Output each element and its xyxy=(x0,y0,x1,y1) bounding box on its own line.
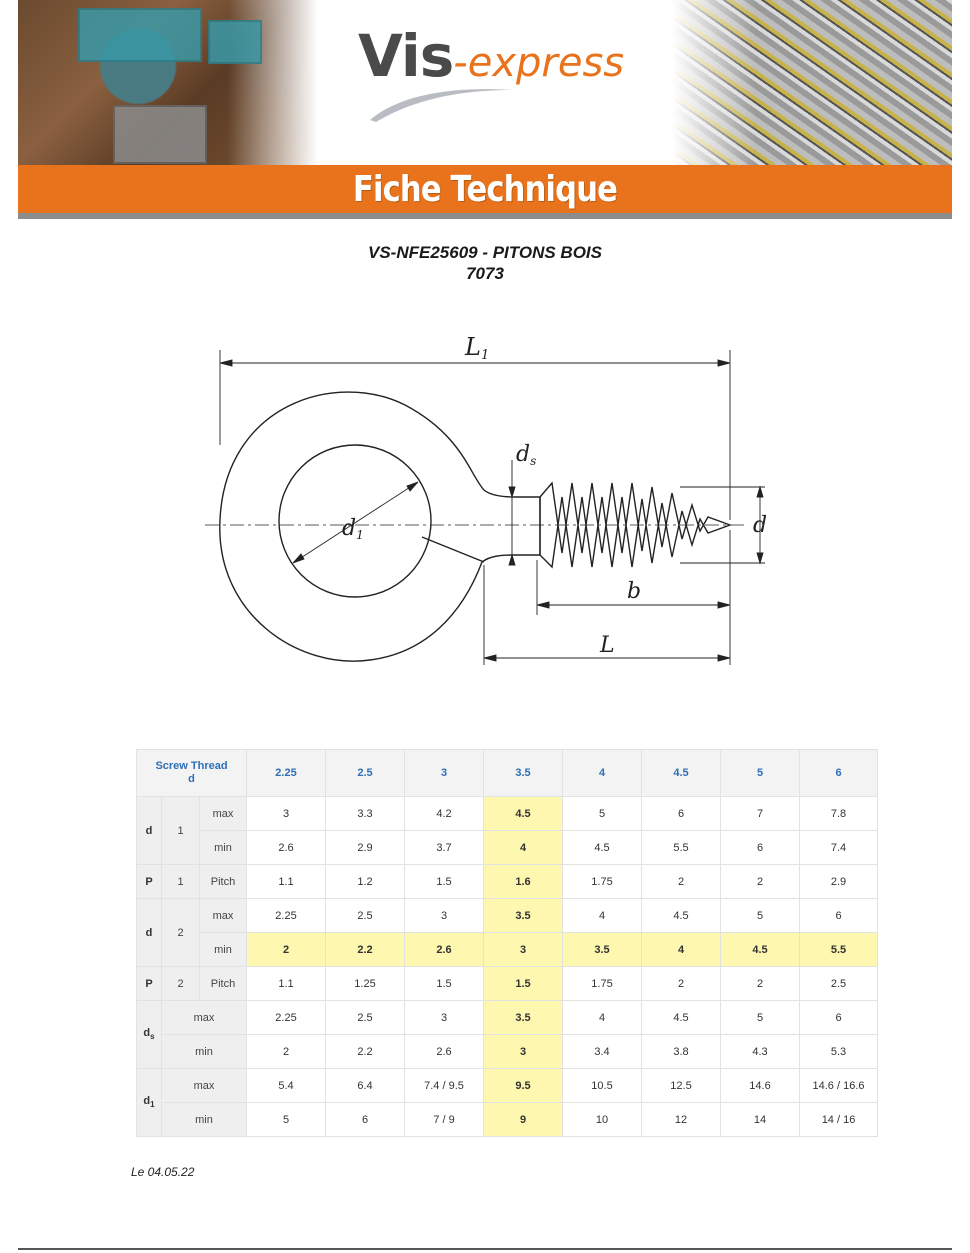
table-cell: 1.2 xyxy=(326,865,405,899)
table-cell: 5.4 xyxy=(247,1069,326,1103)
table-header-row xyxy=(137,750,878,797)
row-sublabel: min xyxy=(162,1103,247,1137)
table-cell: 5 xyxy=(721,899,800,933)
table-cell: 4.5 xyxy=(721,933,800,967)
table-cell: 3 xyxy=(247,797,326,831)
table-cell: 4 xyxy=(484,831,563,865)
table-cell: 7.4 xyxy=(800,831,878,865)
table-cell: 1.1 xyxy=(247,967,326,1001)
logo-vis-text: Vis xyxy=(358,22,454,90)
table-row xyxy=(137,1069,878,1103)
table-cell: 2.6 xyxy=(247,831,326,865)
row-group-symbol: d xyxy=(143,1095,151,1108)
table-cell: 7 xyxy=(721,797,800,831)
table-row xyxy=(137,933,878,967)
table-cell: 2.25 xyxy=(247,899,326,933)
row-sublabel: max xyxy=(200,899,247,933)
table-cell: 2 xyxy=(247,933,326,967)
table-cell: 4.5 xyxy=(484,797,563,831)
row-sublabel: min xyxy=(200,933,247,967)
row-sublabel: max xyxy=(162,1001,247,1035)
header-screw-thread-label: Screw Thread xyxy=(155,760,228,772)
vis-express-logo xyxy=(358,22,658,132)
table-cell: 1.25 xyxy=(326,967,405,1001)
table-cell: 2 xyxy=(247,1035,326,1069)
table-cell: 6 xyxy=(800,899,878,933)
svg-text:ds xyxy=(516,442,536,468)
table-cell: 5.3 xyxy=(800,1035,878,1069)
table-cell: 14 / 16 xyxy=(800,1103,878,1137)
header-size: 2.5 xyxy=(326,750,405,797)
table-cell: 1.5 xyxy=(405,967,484,1001)
banner-photo-area xyxy=(18,0,952,165)
header-banner xyxy=(18,0,952,220)
table-cell: 2.6 xyxy=(405,933,484,967)
row-sublabel: min xyxy=(162,1035,247,1069)
table-cell: 2.2 xyxy=(326,933,405,967)
label-L1-sub: 1 xyxy=(480,348,490,363)
row-sublabel: max xyxy=(200,797,247,831)
table-cell: 14.6 xyxy=(721,1069,800,1103)
banner-divider xyxy=(18,213,952,219)
document-date: Le 04.05.22 xyxy=(131,1165,195,1179)
title-band xyxy=(18,165,952,213)
table-cell: 4 xyxy=(563,1001,642,1035)
label-ds: d xyxy=(516,442,531,467)
table-cell: 2.6 xyxy=(405,1035,484,1069)
svg-text:L1 xyxy=(464,333,489,363)
document-title-line2: 7073 xyxy=(466,264,504,283)
eye-screw-drawing xyxy=(200,325,785,690)
table-cell: 4.5 xyxy=(642,899,721,933)
table-cell: 1.1 xyxy=(247,865,326,899)
table-cell: 7.8 xyxy=(800,797,878,831)
table-cell: 10.5 xyxy=(563,1069,642,1103)
row-sublabel: min xyxy=(200,831,247,865)
table-cell: 2 xyxy=(721,865,800,899)
table-cell: 3.8 xyxy=(642,1035,721,1069)
table-row xyxy=(137,797,878,831)
table-cell: 3.7 xyxy=(405,831,484,865)
row-number: 2 xyxy=(162,967,200,1001)
table-cell: 14 xyxy=(721,1103,800,1137)
document-title-line1: VS-NFE25609 - PITONS BOIS xyxy=(368,243,602,262)
table-cell: 12 xyxy=(642,1103,721,1137)
table-cell: 3 xyxy=(405,899,484,933)
table-cell: 2.9 xyxy=(800,865,878,899)
table-cell: 3.5 xyxy=(484,1001,563,1035)
table-cell: 7 / 9 xyxy=(405,1103,484,1137)
row-group-symbol: d xyxy=(145,926,153,939)
table-row xyxy=(137,1001,878,1035)
row-group-label xyxy=(137,899,162,967)
row-group-label xyxy=(137,967,162,1001)
row-group-symbol: P xyxy=(145,875,153,888)
table-cell: 4.5 xyxy=(563,831,642,865)
table-cell: 14.6 / 16.6 xyxy=(800,1069,878,1103)
header-size: 4 xyxy=(563,750,642,797)
row-group-label xyxy=(137,1069,162,1137)
row-sublabel: Pitch xyxy=(200,967,247,1001)
table-cell: 1.75 xyxy=(563,865,642,899)
table-cell: 3 xyxy=(484,933,563,967)
table-cell: 3.4 xyxy=(563,1035,642,1069)
row-group-symbol: P xyxy=(145,977,153,990)
table-cell: 2 xyxy=(721,967,800,1001)
svg-text:d1 xyxy=(342,516,364,542)
header-size: 2.25 xyxy=(247,750,326,797)
table-cell: 4 xyxy=(563,899,642,933)
table-cell: 4.5 xyxy=(642,1001,721,1035)
table-cell: 5 xyxy=(721,1001,800,1035)
table-cell: 5.5 xyxy=(800,933,878,967)
banner-title: Fiche Technique xyxy=(352,169,618,210)
table-cell: 4.2 xyxy=(405,797,484,831)
spec-table xyxy=(136,749,878,1137)
table-cell: 1.5 xyxy=(405,865,484,899)
row-group-label xyxy=(137,865,162,899)
table-cell: 5 xyxy=(563,797,642,831)
table-row xyxy=(137,1103,878,1137)
table-cell: 7.4 / 9.5 xyxy=(405,1069,484,1103)
table-cell: 1.5 xyxy=(484,967,563,1001)
row-sublabel: max xyxy=(162,1069,247,1103)
label-d: d xyxy=(753,513,768,538)
table-cell: 5 xyxy=(247,1103,326,1137)
table-cell: 1.75 xyxy=(563,967,642,1001)
table-row xyxy=(137,967,878,1001)
label-ds-sub: s xyxy=(530,454,537,468)
header-size: 3.5 xyxy=(484,750,563,797)
row-number: 2 xyxy=(162,899,200,967)
table-cell: 3.3 xyxy=(326,797,405,831)
table-cell: 6 xyxy=(642,797,721,831)
table-cell: 5.5 xyxy=(642,831,721,865)
header-size: 6 xyxy=(800,750,878,797)
table-cell: 2.2 xyxy=(326,1035,405,1069)
table-cell: 2.5 xyxy=(800,967,878,1001)
row-group-label xyxy=(137,1001,162,1069)
table-row xyxy=(137,899,878,933)
table-cell: 4 xyxy=(642,933,721,967)
header-size: 4.5 xyxy=(642,750,721,797)
header-size: 5 xyxy=(721,750,800,797)
table-cell: 2.9 xyxy=(326,831,405,865)
row-group-symbol: d xyxy=(145,824,153,837)
table-cell: 2 xyxy=(642,865,721,899)
table-cell: 2.25 xyxy=(247,1001,326,1035)
row-group-symbol: d xyxy=(143,1027,151,1040)
label-L1: L xyxy=(465,333,481,361)
table-cell: 6 xyxy=(326,1103,405,1137)
row-number: 1 xyxy=(162,865,200,899)
screws-photo xyxy=(672,0,952,165)
table-row xyxy=(137,831,878,865)
document-title xyxy=(0,242,970,284)
table-cell: 3 xyxy=(405,1001,484,1035)
table-row xyxy=(137,1035,878,1069)
row-group-subscript: 1 xyxy=(150,1100,155,1110)
table-cell: 2.5 xyxy=(326,1001,405,1035)
label-b: b xyxy=(627,579,642,604)
logo-express-text: -express xyxy=(453,40,625,86)
header-screw-thread xyxy=(137,750,247,797)
table-cell: 3 xyxy=(484,1035,563,1069)
label-L: L xyxy=(600,633,615,658)
label-d1-sub: 1 xyxy=(356,528,364,542)
table-cell: 3.5 xyxy=(563,933,642,967)
table-cell: 6 xyxy=(721,831,800,865)
logo-swoosh-icon xyxy=(368,84,518,124)
table-cell: 1.6 xyxy=(484,865,563,899)
table-cell: 9 xyxy=(484,1103,563,1137)
table-cell: 6.4 xyxy=(326,1069,405,1103)
label-d1: d xyxy=(342,516,357,541)
table-cell: 2.5 xyxy=(326,899,405,933)
table-cell: 9.5 xyxy=(484,1069,563,1103)
row-sublabel: Pitch xyxy=(200,865,247,899)
row-number: 1 xyxy=(162,797,200,865)
table-row xyxy=(137,865,878,899)
workshop-photo xyxy=(18,0,318,165)
row-group-subscript: s xyxy=(150,1032,155,1042)
table-cell: 6 xyxy=(800,1001,878,1035)
table-cell: 10 xyxy=(563,1103,642,1137)
table-cell: 3.5 xyxy=(484,899,563,933)
header-size: 3 xyxy=(405,750,484,797)
table-cell: 2 xyxy=(642,967,721,1001)
row-group-label xyxy=(137,797,162,865)
header-screw-thread-symbol: d xyxy=(188,773,195,785)
footer-rule xyxy=(18,1248,952,1250)
table-cell: 4.3 xyxy=(721,1035,800,1069)
table-cell: 12.5 xyxy=(642,1069,721,1103)
